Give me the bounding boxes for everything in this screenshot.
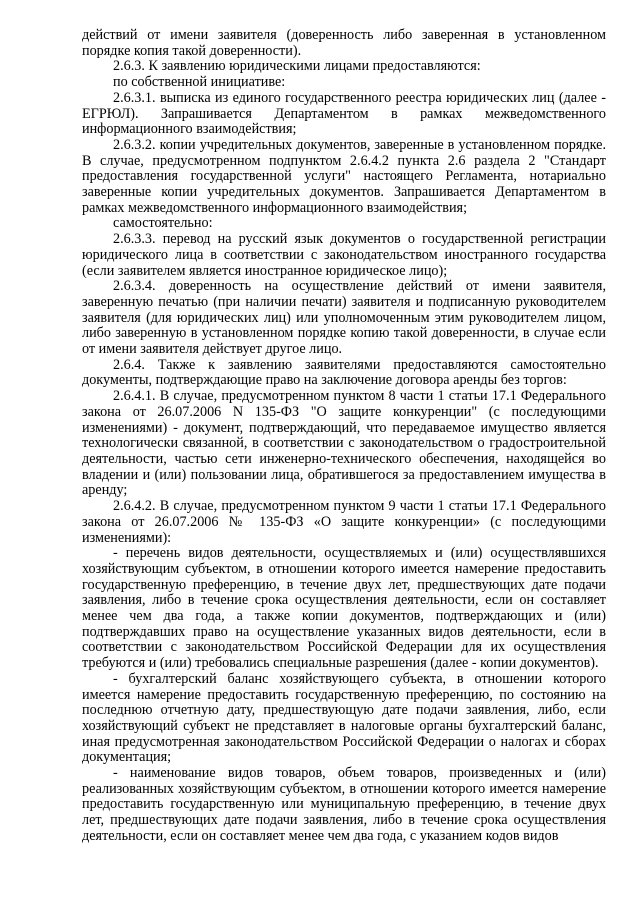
list-item-goods: - наименование видов товаров, объем товаров, произведенных и (или) реализованных хозяйствующим субъектом, в отношении которого имеется намерение предоставить государственную или муниципальную преференцию, в течение двух лет, предшествующих дате подачи заявления, либо в течение срока осуществления деятельности, если он составляет менее чем два года, с указанием кодов видов <box>82 765 606 844</box>
paragraph-2-6-4: 2.6.4. Также к заявлению заявителями предоставляются самостоятельно документы, подтверждающие право на заключение договора аренды без торгов: <box>82 356 606 389</box>
paragraph-2-6-3-3: 2.6.3.3. перевод на русский язык документов о государственной регистрации юридического лица в соответствии с законодательством иностранного государства (если заявителем является иностранное юридическое лицо); <box>82 231 606 279</box>
paragraph-2-6-3-2: 2.6.3.2. копии учредительных документов, заверенные в установленном порядке. В случае, предусмотренном подпунктом 2.6.4.2 пункта 2.6 раздела 2 "Стандарт предоставления государственной услуги" настоящего Регламента, нотариально заверенные копии учредительных документов. Запрашивается Департаментом в рамках межведомственного информационного взаимодействия; <box>82 136 606 216</box>
list-item-activities: - перечень видов деятельности, осуществляемых и (или) осуществлявшихся хозяйствующим субъектом, в отношении которого имеется намерение предоставить государственную преференцию, в течение двух лет, предшествующих дате подачи заявления, либо в течение срока осуществления деятельности, если он составляет менее чем два года, а также копии документов, подтверждающих и (или) подтверждавших право на осуществление указанных видов деятельности, если в соответствии с законодательством Российской Федерации для их осуществления требуются и (или) требовались специальные разрешения (далее - копии документов). <box>82 545 606 672</box>
paragraph-2-6-4-1: 2.6.4.1. В случае, предусмотренном пунктом 8 части 1 статьи 17.1 Федерального закона от 26.07.2006 N 135-ФЗ "О защите конкуренции" (с последующими изменениями) - документ, подтверждающий, что передаваемое имущество является технологически связанной, в соответствии с законодательством о градостроительной деятельности, частью сети инженерно-технического обеспечения, находящейся во владении и (или) пользовании лица, обратившегося за предоставлением имущества в аренду; <box>82 388 606 499</box>
paragraph-continuation: действий от имени заявителя (доверенность либо заверенная в установленном порядке копия такой доверенности). <box>82 27 606 59</box>
paragraph-2-6-3-4: 2.6.3.4. доверенность на осуществление действий от имени заявителя, заверенную печатью (при наличии печати) заявителя и подписанную руководителем заявителя (для юридических лиц) или уполномоченным этим руководителем лицом, либо заверенную в установленном порядке копию такой доверенности, в случае если от имени заявителя действует другое лицо. <box>82 278 606 358</box>
paragraph-2-6-3-1: 2.6.3.1. выписка из единого государственного реестра юридических лиц (далее - ЕГРЮЛ). Запрашивается Департаментом в рамках межведомственного информационного взаимодействия; <box>82 89 606 138</box>
paragraph-own-initiative: по собственной инициативе: <box>113 74 286 91</box>
paragraph-2-6-4-2: 2.6.4.2. В случае, предусмотренном пунктом 9 части 1 статьи 17.1 Федерального закона от 26.07.2006 № 135-ФЗ «О защите конкуренции» (с последующими изменениями): <box>82 498 606 546</box>
document-page <box>82 28 606 845</box>
paragraph-2-6-3: 2.6.3. К заявлению юридическими лицами предоставляются: <box>113 58 481 75</box>
list-item-balance-sheet: - бухгалтерский баланс хозяйствующего субъекта, в отношении которого имеется намерение предоставить государственную преференцию, по состоянию на последнюю отчетную дату, предшествующую дате подачи заявления, либо, если хозяйствующий субъект не представляет в налоговые органы бухгалтерский баланс, иная предусмотренная законодательством Российской Федерации о налогах и сборах документация; <box>82 670 606 766</box>
paragraph-independently: самостоятельно: <box>113 215 213 232</box>
